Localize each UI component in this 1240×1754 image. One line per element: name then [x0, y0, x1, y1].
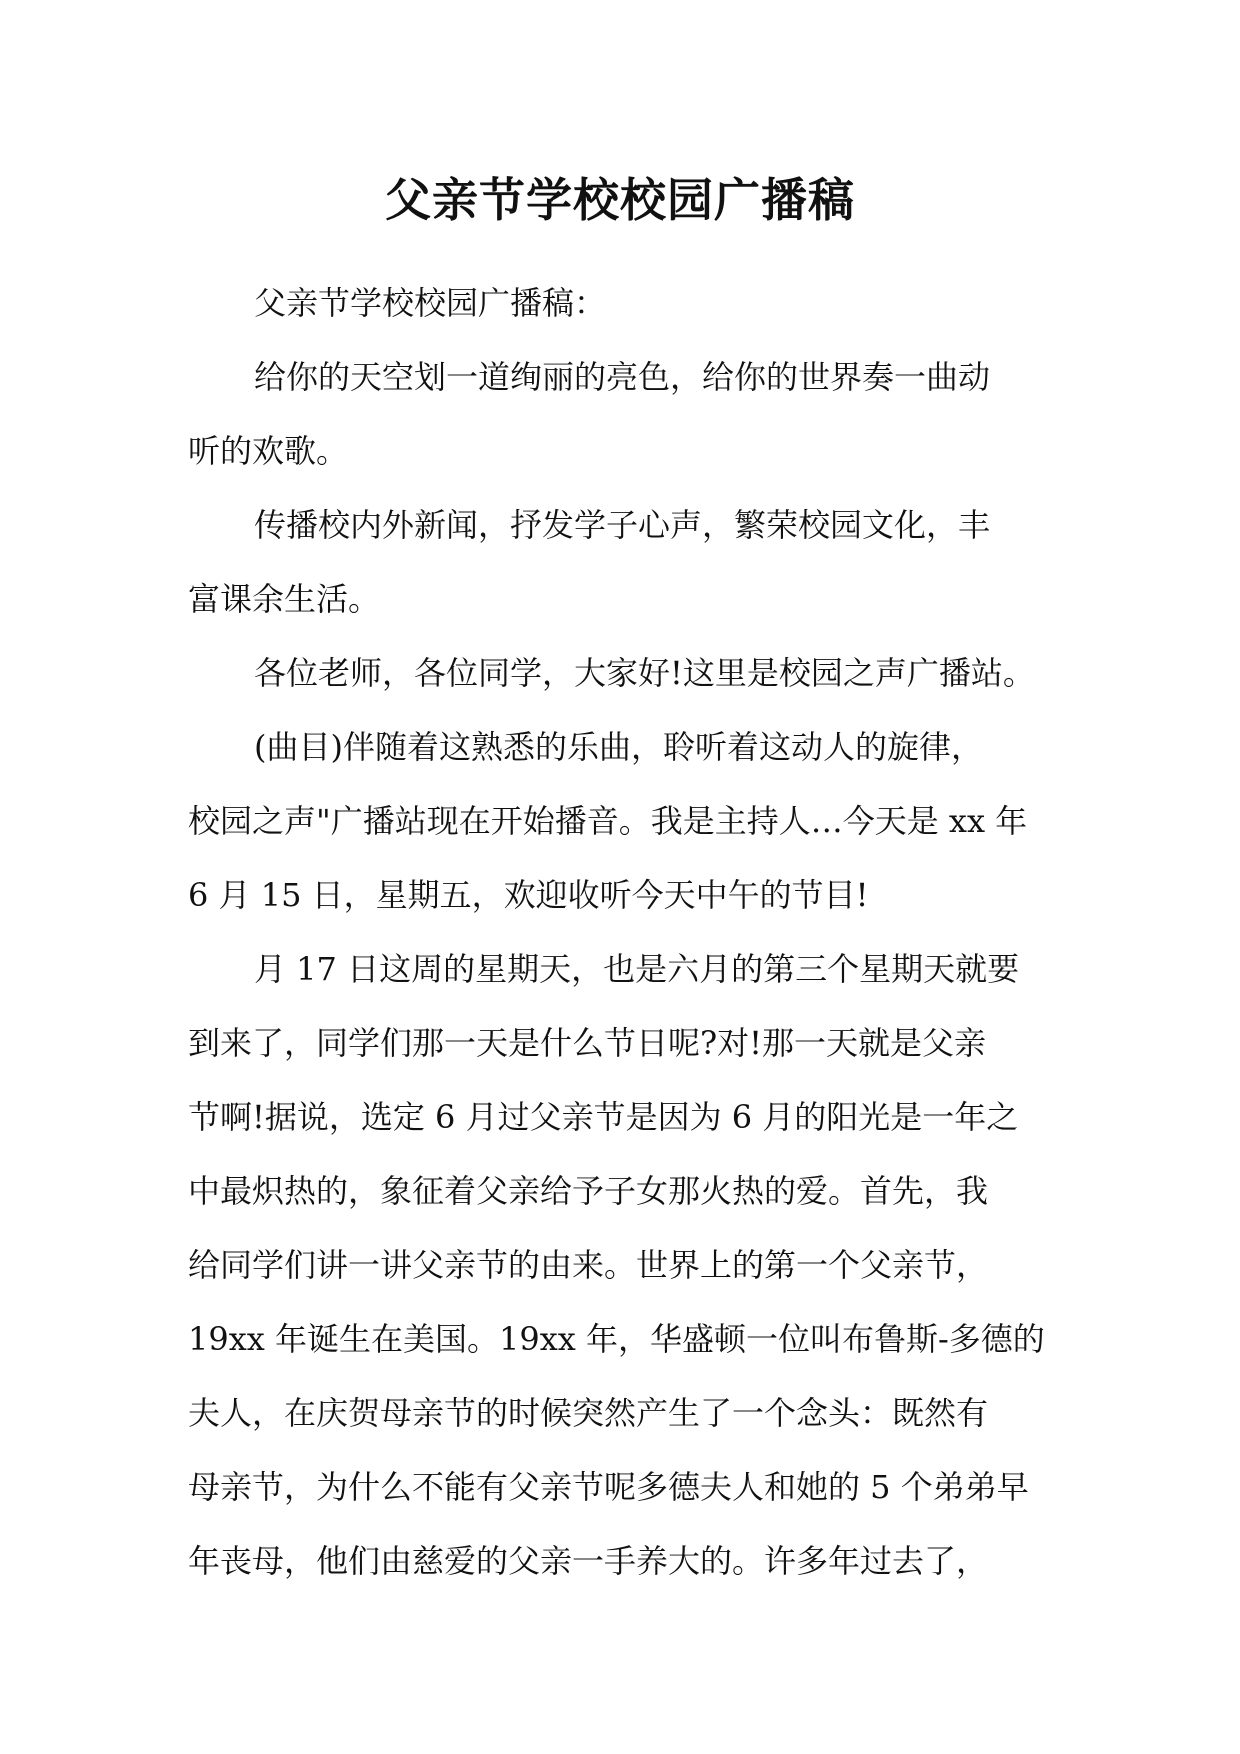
- body-line: 母亲节，为什么不能有父亲节呢多德夫人和她的 5 个弟弟早: [188, 1468, 1029, 1506]
- body-line: 年丧母，他们由慈爱的父亲一手养大的。许多年过去了，: [188, 1542, 989, 1580]
- body-line: 中最炽热的，象征着父亲给予子女那火热的爱。首先，我: [188, 1172, 989, 1210]
- body-line: 给你的天空划一道绚丽的亮色，给你的世界奏一曲动: [254, 358, 991, 396]
- body-line: 富课余生活。: [188, 580, 381, 618]
- body-line: 19xx 年诞生在美国。19xx 年，华盛顿一位叫布鲁斯-多德的: [188, 1320, 1045, 1358]
- body-line: 各位老师，各位同学，大家好!这里是校园之声广播站。: [254, 654, 1035, 692]
- body-line: 校园之声"广播站现在开始播音。我是主持人…今天是 xx 年: [188, 802, 1028, 840]
- body-line: 6 月 15 日，星期五，欢迎收听今天中午的节目!: [188, 876, 869, 914]
- body-line: 传播校内外新闻，抒发学子心声，繁荣校园文化，丰: [254, 506, 991, 544]
- body-line: 月 17 日这周的星期天，也是六月的第三个星期天就要: [254, 950, 1020, 988]
- body-line: 节啊!据说，选定 6 月过父亲节是因为 6 月的阳光是一年之: [188, 1098, 1019, 1136]
- body-line: 到来了，同学们那一天是什么节日呢?对!那一天就是父亲: [188, 1024, 987, 1062]
- document-title: 父亲节学校校园广播稿: [385, 173, 855, 227]
- body-line: 夫人，在庆贺母亲节的时候突然产生了一个念头：既然有: [188, 1394, 989, 1432]
- body-line: 听的欢歌。: [188, 432, 349, 470]
- body-line: (曲目)伴随着这熟悉的乐曲，聆听着这动人的旋律，: [254, 728, 983, 766]
- body-line: 父亲节学校校园广播稿：: [254, 284, 607, 322]
- document-body: [188, 266, 1052, 1598]
- body-line: 给同学们讲一讲父亲节的由来。世界上的第一个父亲节，: [188, 1246, 989, 1284]
